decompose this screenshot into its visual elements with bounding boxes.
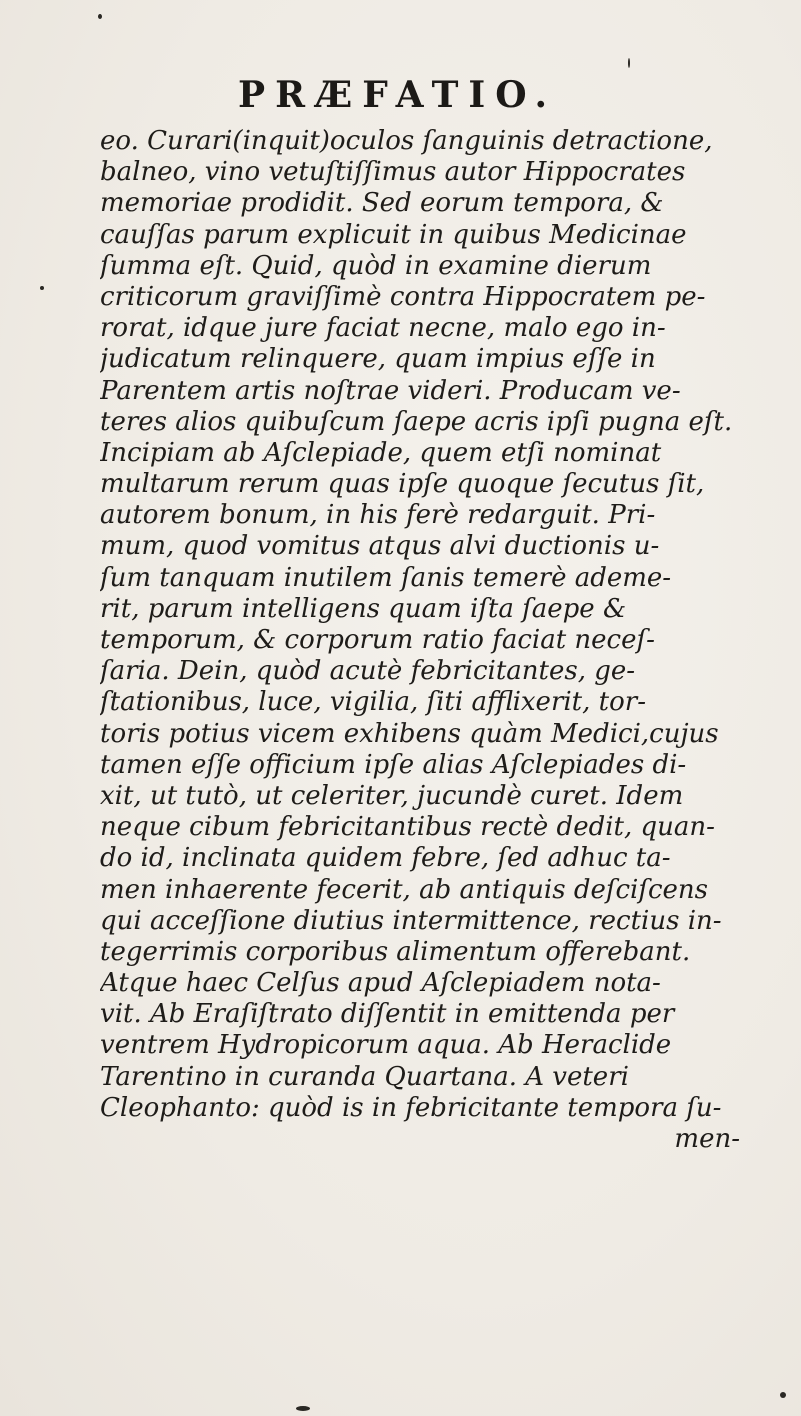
text-line: Cleophanto: quòd is in febricitante tempora ſu- <box>100 1092 722 1123</box>
text-line: cauſſas parum explicuit in quibus Medicinae <box>100 219 687 250</box>
text-line: temporum, & corporum ratio faciat neceſ- <box>100 625 655 655</box>
text-line: ſaria. Dein, quòd acutè febricitantes, ge- <box>100 656 636 687</box>
text-line: tamen eſſe officium ipſe alias Aſclepiades di- <box>100 749 687 780</box>
paper-speck <box>628 58 630 68</box>
text-line: Incipiam ab Aſclepiade, quem etſi nominat <box>100 437 662 468</box>
text-line: rorat, idque jure faciat necne, malo ego in- <box>100 313 666 344</box>
paper-speck <box>296 1406 310 1411</box>
text-line: ſum tanquam inutilem ſanis temerè ademe- <box>100 562 672 593</box>
text-line: men inhaerente fecerit, ab antiquis deſciſcens <box>100 874 709 905</box>
text-line: mum, quod vomitus atqus alvi ductionis u- <box>100 531 660 562</box>
catchword: men- <box>674 1124 740 1154</box>
text-line: memoriae prodidit. Sed eorum tempora, & <box>100 188 664 219</box>
text-line: autorem bonum, in his ferè redarguit. Pri- <box>100 500 656 531</box>
text-line: multarum rerum quas ipſe quoque ſecutus ſit, <box>100 469 705 500</box>
text-line: Atque haec Celſus apud Aſclepiadem nota- <box>100 968 661 999</box>
text-line: Tarentino in curanda Quartana. A veteri <box>100 1061 629 1092</box>
text-line: neque cibum febricitantibus rectè dedit, quan- <box>100 812 715 843</box>
text-line: Parentem artis noſtrae videri. Producam ve- <box>100 375 681 406</box>
paper-speck <box>98 14 102 19</box>
text-line: ſtationibus, luce, vigilia, ſiti afflixerit, tor- <box>100 687 646 718</box>
text-line: qui acceſſione diutius intermittence, rectius in- <box>100 905 722 936</box>
text-line: ſumma eſt. Quid, quòd in examine dierum <box>100 250 652 281</box>
text-line: xit, ut tutò, ut celeriter, jucundè curet. Idem <box>100 780 684 811</box>
text-line: ventrem Hydropicorum aqua. Ab Heraclide <box>100 1030 672 1061</box>
text-line: tegerrimis corporibus alimentum offerebant. <box>100 936 691 967</box>
body-text <box>100 126 780 1155</box>
text-line: do id, inclinata quidem febre, ſed adhuc ta- <box>100 843 671 874</box>
text-line: vit. Ab Eraſiſtrato diſſentit in emittenda per <box>100 999 675 1030</box>
text-line: rit, parum intelligens quam iſta ſaepe & <box>100 593 627 624</box>
text-line: toris potius vicem exhibens quàm Medici,cujus <box>100 718 719 749</box>
text-line: judicatum relinquere, quam impius eſſe in <box>100 344 656 375</box>
paper-speck <box>780 1392 786 1398</box>
paper-speck <box>40 286 44 290</box>
text-line: eo. Curari(inquit)oculos ſanguinis detractione, <box>100 126 713 156</box>
text-line: teres alios quibuſcum ſaepe acris ipſi pugna eſt. <box>100 406 733 437</box>
text-line: criticorum graviſſimè contra Hippocratem pe- <box>100 281 706 312</box>
page-heading: PRÆFATIO. <box>238 74 558 116</box>
text-line: balneo, vino vetuſtiſſimus autor Hippocrates <box>100 157 686 188</box>
